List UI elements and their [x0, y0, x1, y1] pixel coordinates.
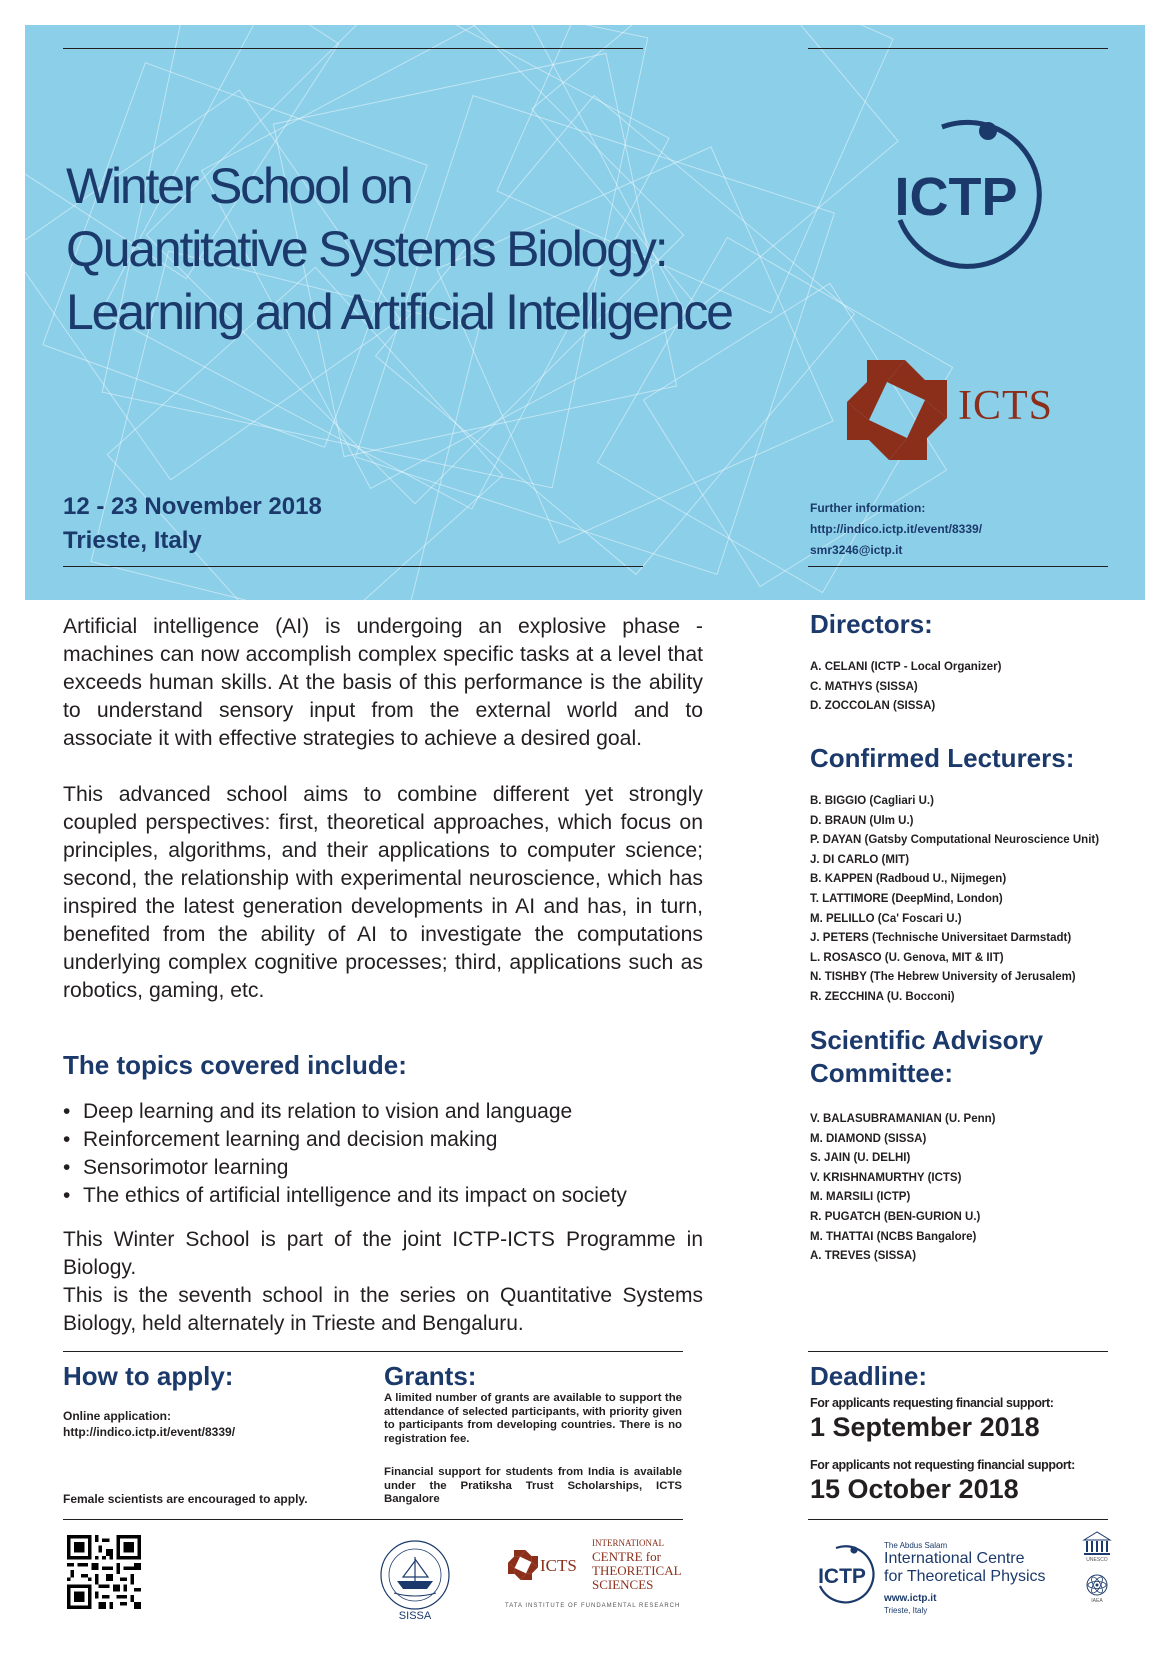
advisory-item: M. THATTAI (NCBS Bangalore) [810, 1230, 977, 1243]
intro-paragraph-2: This advanced school aims to combine different yet strongly coupled perspectives: first, theoretical approaches, which focus on principles, algorithms, and their applications to computer science; second, the relationship with experimental neuroscience, which has inspired the latest generation developments in AI and has, in turn, benefited from the ability of AI to investigate the computations underlying complex cognitive processes; third, applications such as robotics, gaming, etc. [63, 783, 703, 1002]
advisory-item: M. DIAMOND (SISSA) [810, 1132, 927, 1145]
unesco-logo [1082, 1530, 1112, 1562]
event-dates-location [63, 490, 322, 558]
sissa-logo [372, 1535, 458, 1621]
deadline-date-1: 1 September 2018 [810, 1412, 1040, 1442]
iaea-label: IAEA [1091, 1598, 1103, 1604]
ictp-name-line-2: for Theoretical Physics [884, 1568, 1046, 1585]
how-to-apply-heading: How to apply: [63, 1361, 234, 1391]
title-line-1: Winter School on [66, 158, 412, 214]
online-application [63, 1408, 235, 1440]
tifr-label: TATA INSTITUTE OF FUNDAMENTAL RESEARCH [505, 1603, 681, 1609]
lecturer-item: B. KAPPEN (Radboud U., Nijmegen) [810, 873, 1007, 886]
footer-rule-right [808, 1519, 1108, 1520]
event-location: Trieste, Italy [63, 527, 202, 554]
topics-heading: The topics covered include: [63, 1050, 407, 1080]
bottom-rule-left [63, 1351, 683, 1352]
advisory-heading-line-1: Scientific Advisory [810, 1025, 1044, 1055]
closing-paragraph-2: This is the seventh school in the series on Quantitative Systems Biology, held alternately in Trieste and Bengaluru. [63, 1284, 703, 1335]
ictp-logo [870, 105, 1050, 285]
icts-logo-mark [847, 360, 947, 460]
topic-item: • The ethics of artificial intelligence and its impact on society [63, 1182, 627, 1210]
lecturers-list [810, 792, 1099, 1008]
further-information [810, 498, 982, 561]
advisory-item: V. BALASUBRAMANIAN (U. Penn) [810, 1113, 996, 1125]
online-application-url[interactable]: http://indico.ictp.it/event/8339/ [63, 1425, 236, 1439]
advisory-heading [810, 1024, 1043, 1090]
lecturer-item: T. LATTIMORE (DeepMind, London) [810, 892, 1003, 905]
ictp-bottom-logo [808, 1540, 878, 1610]
advisory-item: V. KRISHNAMURTHY (ICTS) [810, 1171, 962, 1184]
intro-paragraph-1: Artificial intelligence (AI) is undergoing an explosive phase - machines can now accomplish complex specific tasks at a level that exceeds human skills. At the basis of this performance is the ability to understand sensory input from the external world and to associate it with effective strategies to achieve a desired goal. [63, 615, 703, 750]
banner-bottom-rule-left [63, 566, 643, 567]
banner-top-rule-right [808, 48, 1108, 49]
grants-paragraph-2: Financial support for students from India is available under the Pratiksha Trust Scholarships, ICTS Bangalore [384, 1466, 682, 1506]
topics-list [63, 1098, 627, 1210]
deadline-note-1: For applicants requesting financial support: [810, 1396, 1054, 1410]
ictp-name-line-1: International Centre [884, 1550, 1025, 1567]
event-dates: 12 - 23 November 2018 [63, 493, 322, 520]
ictp-full-name [884, 1541, 1046, 1586]
directors-list [810, 658, 1001, 717]
lecturer-item: J. PETERS (Technische Universitaet Darmstadt) [810, 932, 1072, 945]
lecturer-item: N. TISHBY (The Hebrew University of Jerusalem) [810, 971, 1076, 984]
further-info-label: Further information: [810, 501, 926, 515]
advisory-heading-line-2: Committee: [810, 1058, 954, 1088]
sissa-label: SISSA [398, 1610, 432, 1621]
banner-bottom-rule-right [808, 566, 1108, 567]
advisory-item: S. JAIN (U. DELHI) [810, 1152, 911, 1165]
lecturer-item: R. ZECCHINA (U. Bocconi) [810, 990, 955, 1003]
title-line-3: Learning and Artificial Intelligence [66, 284, 732, 340]
banner-top-rule-left [63, 48, 643, 49]
ictp-website[interactable]: www.ictp.it [884, 1593, 937, 1604]
iaea-logo [1082, 1572, 1112, 1604]
advisory-item: A. TREVES (SISSA) [810, 1250, 917, 1263]
icts-centre-name [592, 1536, 682, 1592]
advisory-item: R. PUGATCH (BEN-GURION U.) [810, 1210, 981, 1223]
online-application-label: Online application: [63, 1409, 172, 1423]
centre-line-2: CENTRE for [592, 1549, 661, 1564]
lecturer-item: M. PELILLO (Ca' Foscari U.) [810, 912, 962, 925]
centre-line-4: SCIENCES [592, 1577, 654, 1592]
icts-logo-text: ICTS [958, 383, 1054, 429]
lecturer-item: D. BRAUN (Ulm U.) [810, 814, 914, 827]
centre-line-3: THEORETICAL [592, 1563, 682, 1578]
topic-item: • Reinforcement learning and decision making [63, 1126, 627, 1154]
topic-item: • Deep learning and its relation to vision and language [63, 1098, 627, 1126]
lecturer-item: P. DAYAN (Gatsby Computational Neuroscience Unit) [810, 834, 1100, 847]
directors-heading: Directors: [810, 609, 933, 639]
topic-item: • Sensorimotor learning [63, 1154, 627, 1182]
director-item: C. MATHYS (SISSA) [810, 680, 918, 693]
title-line-2: Quantitative Systems Biology: [66, 221, 667, 277]
bottom-rule-right [808, 1351, 1108, 1352]
ictp-bottom-logo-text: ICTP [818, 1565, 866, 1588]
icts-small-logo-mark [508, 1550, 538, 1580]
ictp-town: Trieste, Italy [884, 1606, 928, 1615]
advisory-list [810, 1110, 996, 1267]
deadline-date-2: 15 October 2018 [810, 1474, 1019, 1504]
closing-text [63, 1226, 703, 1338]
footer-rule-left [63, 1519, 683, 1520]
female-note: Female scientists are encouraged to apply. [63, 1492, 308, 1506]
further-info-email[interactable]: smr3246@ictp.it [810, 543, 903, 557]
director-item: A. CELANI (ICTP - Local Organizer) [810, 661, 1002, 673]
closing-paragraph-1: This Winter School is part of the joint ICTP-ICTS Programme in Biology. [63, 1228, 703, 1279]
advisory-item: M. MARSILI (ICTP) [810, 1191, 911, 1204]
deadline-note-2: For applicants not requesting financial support: [810, 1458, 1075, 1472]
lecturer-item: B. BIGGIO (Cagliari U.) [810, 795, 934, 807]
centre-line-1: INTERNATIONAL [592, 1538, 664, 1548]
grants-heading: Grants: [384, 1361, 477, 1391]
intro-text [63, 613, 703, 1005]
grants-paragraph-1: A limited number of grants are available to support the attendance of selected participants, with priority given to participants from developing countries. There is no registration fee. [384, 1392, 682, 1445]
ictp-logo-text: ICTP [894, 167, 1018, 227]
icts-small-label: ICTS [540, 1556, 577, 1575]
director-item: D. ZOCCOLAN (SISSA) [810, 700, 936, 713]
lecturers-heading: Confirmed Lecturers: [810, 743, 1075, 773]
lecturer-item: J. DI CARLO (MIT) [810, 853, 910, 866]
lecturer-item: L. ROSASCO (U. Genova, MIT & IIT) [810, 951, 1004, 964]
abdus-salam-label: The Abdus Salam [884, 1541, 948, 1550]
qr-code[interactable] [67, 1535, 141, 1609]
page-title [66, 155, 846, 344]
further-info-url[interactable]: http://indico.ictp.it/event/8339/ [810, 522, 983, 536]
unesco-label: UNESCO [1086, 1557, 1108, 1562]
deadline-heading: Deadline: [810, 1361, 928, 1391]
